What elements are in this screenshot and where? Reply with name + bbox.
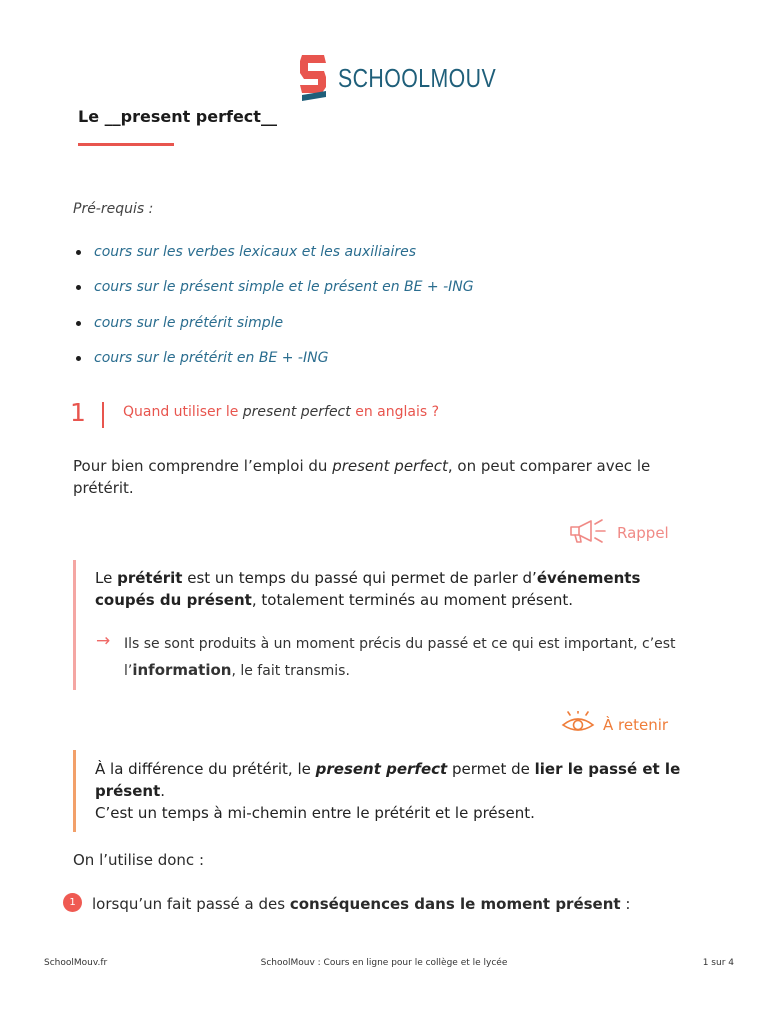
prerequisites-label: Pré-requis : [73, 201, 154, 217]
rappel-text-part: Le [95, 569, 118, 587]
rappel-label: Rappel [617, 524, 669, 542]
case-text-part: : [620, 895, 631, 913]
bullet [76, 356, 81, 361]
footer-page-number: 1 sur 4 [702, 958, 734, 968]
prerequisite-link-text[interactable]: cours sur les verbes lexicaux et les auxiliaires [94, 244, 417, 260]
section-title-italic: present perfect [242, 404, 351, 420]
megaphone-icon [569, 518, 609, 548]
prerequisite-link-text[interactable]: cours sur le prétérit simple [94, 315, 284, 331]
rappel-text-part: est un temps du passé qui permet de parler d’ [182, 569, 537, 587]
schoolmouv-logo-icon [298, 53, 330, 103]
section-number: 1 [70, 398, 86, 427]
bullet [76, 321, 81, 326]
intro-text: Pour bien comprendre l’emploi du [73, 457, 333, 475]
rappel-tag [569, 518, 669, 548]
retenir-text-part: permet de [447, 760, 535, 778]
rappel-text [95, 567, 695, 611]
brand-logo [298, 52, 531, 104]
section-title-text: en anglais ? [350, 404, 440, 420]
retenir-text [95, 758, 705, 824]
eye-icon [561, 711, 595, 739]
intro-paragraph [73, 455, 713, 499]
retenir-label: À retenir [603, 716, 669, 734]
case-bold: conséquences dans le moment présent [289, 895, 621, 913]
prerequisite-link[interactable] [73, 244, 416, 260]
retenir-bold-italic: present perfect [315, 760, 448, 778]
rappel-subtext [124, 631, 694, 684]
case-text [92, 895, 630, 913]
prerequisite-link[interactable] [73, 279, 474, 295]
arrow-right-icon: → [96, 631, 111, 651]
retenir-text-part: . [160, 782, 166, 800]
section-divider [102, 402, 104, 428]
rappel-sub-part: , le fait transmis. [231, 663, 350, 679]
retenir-text-part: À la différence du prétérit, le [95, 760, 316, 778]
intro-italic: present perfect [332, 457, 448, 475]
prerequisite-link-text[interactable]: cours sur le présent simple et le présent en BE + -ING [94, 279, 474, 295]
rappel-text-part: , totalement terminés au moment présent. [251, 591, 574, 609]
retenir-line2: C’est un temps à mi-chemin entre le prétérit et le présent. [95, 804, 535, 822]
retenir-accent-bar [73, 750, 76, 832]
section-title [123, 404, 439, 420]
bullet [76, 250, 81, 255]
rappel-bold: prétérit [117, 569, 183, 587]
page-title: Le __present perfect__ [78, 107, 277, 126]
retenir-tag [561, 711, 668, 739]
case-number-badge: 1 [63, 893, 82, 912]
retenir-bold: lier le passé et le présent [95, 760, 681, 800]
rappel-sub-part: Ils se sont produits à un moment précis du passé et ce qui est important, c’est l’ [124, 636, 676, 679]
rappel-sub-bold: information [132, 661, 232, 679]
rappel-accent-bar [73, 560, 76, 690]
prerequisite-link-text[interactable]: cours sur le prétérit en BE + -ING [94, 350, 329, 366]
footer-tagline: SchoolMouv : Cours en ligne pour le collège et le lycée [260, 958, 508, 968]
prerequisite-link[interactable] [73, 350, 328, 366]
bullet [76, 285, 81, 290]
brand-name: SCHOOLMOUV [338, 62, 497, 93]
rappel-bold: événements coupés du présent [95, 569, 641, 609]
intro-text: , on peut comparer avec le prétérit. [73, 457, 651, 497]
prerequisite-link[interactable] [73, 315, 283, 331]
case-text-part: lorsqu’un fait passé a des [92, 895, 290, 913]
section-title-text: Quand utiliser le [123, 404, 243, 420]
usage-intro: On l’utilise donc : [73, 851, 204, 869]
footer-site: SchoolMouv.fr [44, 958, 108, 968]
title-underline [78, 143, 174, 146]
